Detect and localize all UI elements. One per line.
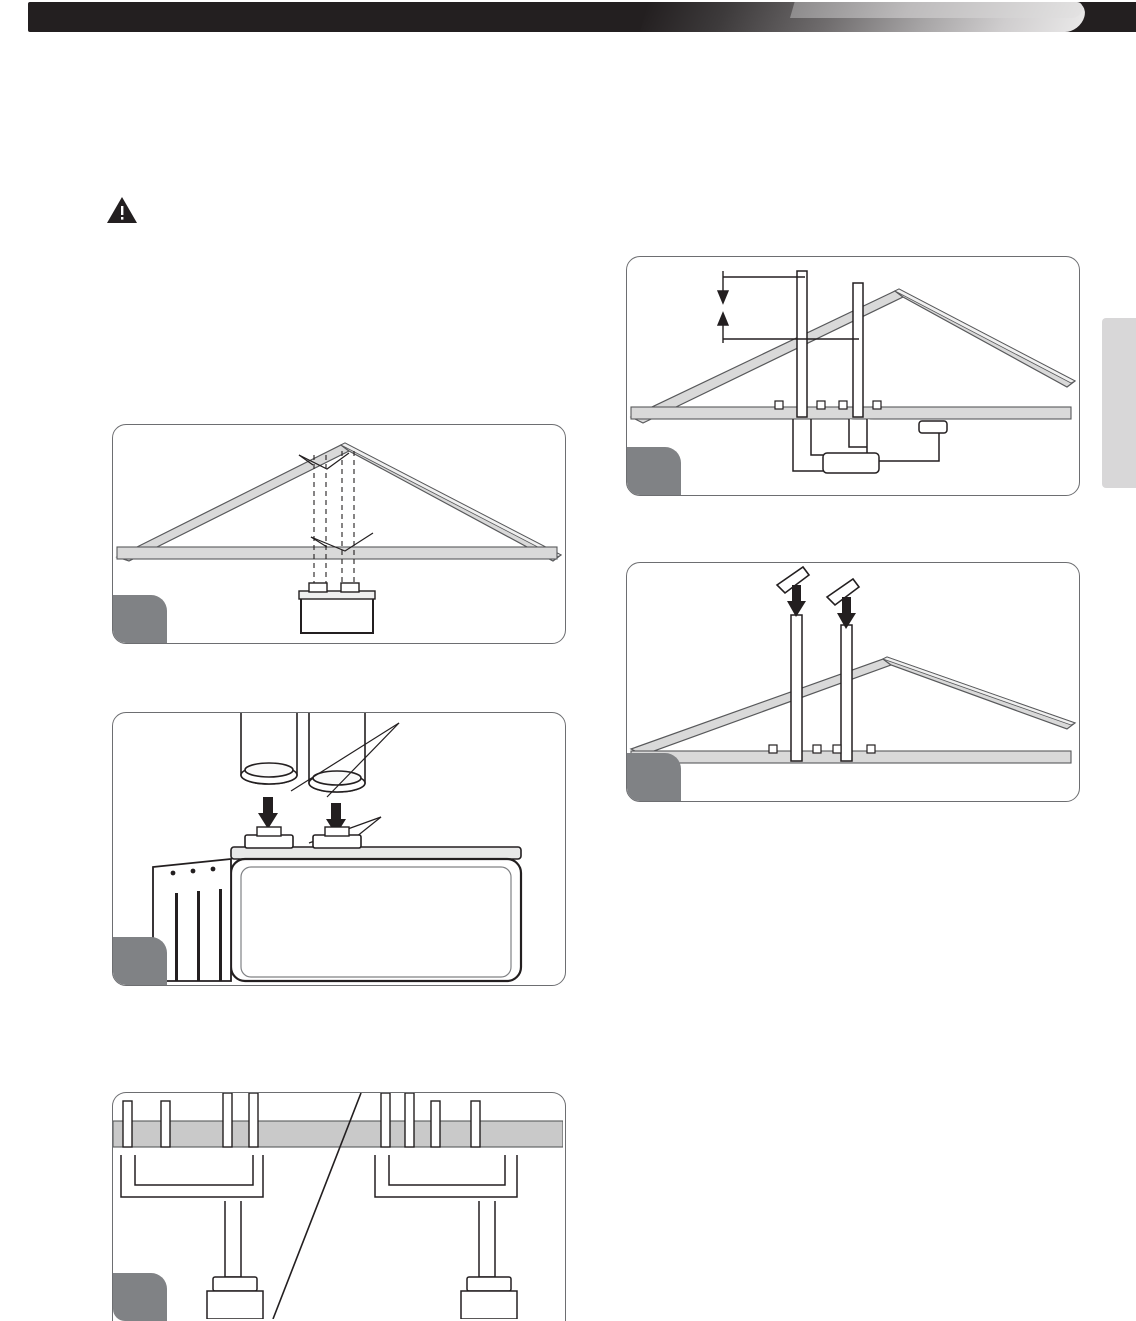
figure-corner-marker: [113, 595, 167, 643]
section-side-tab: [1102, 318, 1136, 488]
figure-corner-marker: [627, 447, 681, 495]
figure-vent-termination-caps-installation: [626, 562, 1080, 802]
figure-two-unit-vent-routing-comparison: [112, 1092, 566, 1321]
figure-corner-marker: [113, 1273, 167, 1321]
figure-corner-marker: [627, 753, 681, 801]
figure-vent-termination-height-above-roof: [626, 256, 1080, 496]
page-header-bar: [0, 0, 1136, 40]
figure-attic-roof-penetration-layout: [112, 424, 566, 644]
warning-triangle-icon: [104, 194, 144, 228]
figure-corner-marker: [113, 937, 167, 985]
header-bar-highlight: [790, 2, 1085, 18]
figure-vent-pipe-to-unit-collars: [112, 712, 566, 986]
